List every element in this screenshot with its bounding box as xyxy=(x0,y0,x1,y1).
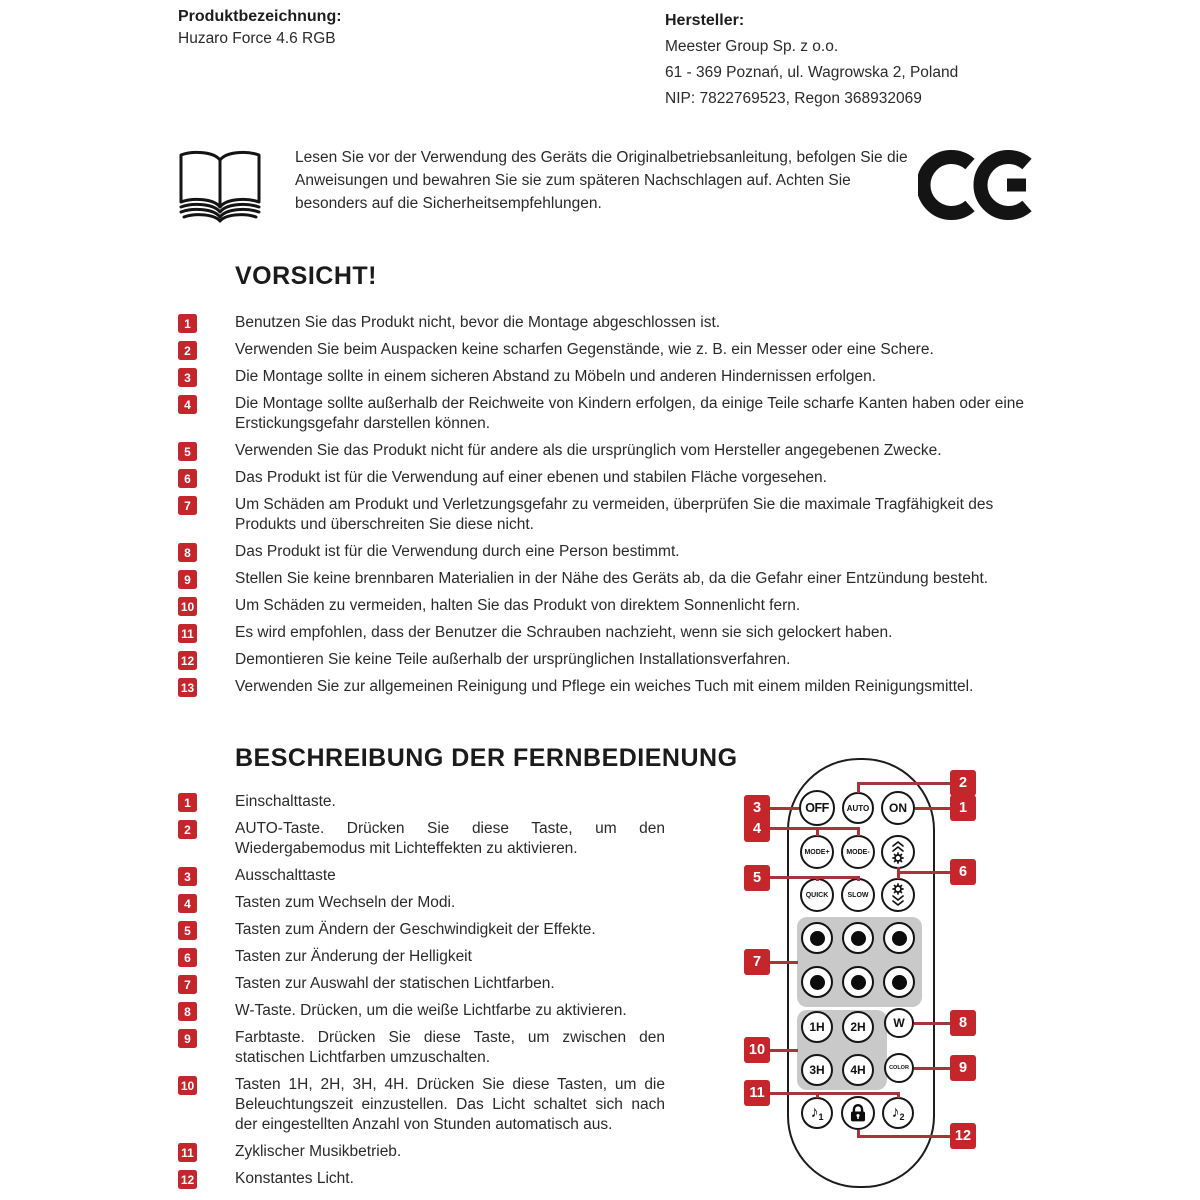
item-number-badge: 11 xyxy=(178,624,197,643)
list-item xyxy=(178,1142,673,1162)
item-number-badge: 10 xyxy=(178,1076,197,1095)
list-item xyxy=(178,468,1038,488)
item-text: Die Montage sollte außerhalb der Reichweite von Kindern erfolgen, da einige Teile scharfe Kanten haben oder eine Erstickungsgefahr darstellen können. xyxy=(235,395,1025,432)
item-number-badge: 10 xyxy=(178,597,197,616)
item-number-badge: 6 xyxy=(178,948,197,967)
item-number-badge: 13 xyxy=(178,678,197,697)
callout-line xyxy=(857,876,860,881)
item-number-badge: 9 xyxy=(178,570,197,589)
list-item xyxy=(178,542,1038,562)
item-text: Die Montage sollte in einem sicheren Abstand zu Möbeln und anderen Hindernissen erfolgen. xyxy=(235,368,877,385)
quick-button: QUICK xyxy=(800,878,834,912)
item-number-badge: 8 xyxy=(178,1002,197,1021)
list-item xyxy=(178,1001,673,1021)
list-item xyxy=(178,367,1038,387)
remote-section-title: BESCHREIBUNG DER FERNBEDIENUNG xyxy=(235,744,738,772)
callout-badge: 3 xyxy=(744,795,770,821)
callout-badge: 4 xyxy=(744,816,770,842)
callout-line xyxy=(770,876,859,879)
item-text: AUTO-Taste. Drücken Sie diese Taste, um den Wiedergabemodus mit Lichteffekten zu aktivieren. xyxy=(235,820,665,857)
list-item xyxy=(178,947,673,967)
music-note-sub: 2 xyxy=(899,1111,905,1122)
item-text: Tasten 1H, 2H, 3H, 4H. Drücken Sie diese Tasten, um die Beleuchtungszeit einzustellen. Das Licht schaltet sich nach der eingestellten Anzahl von Stunden automatisch aus. xyxy=(235,1076,665,1133)
callout-line xyxy=(857,782,860,793)
list-item xyxy=(178,650,1038,670)
item-text: Das Produkt ist für die Verwendung auf einer ebenen und stabilen Fläche vorgesehen. xyxy=(235,469,827,486)
item-number-badge: 6 xyxy=(178,469,197,488)
list-item xyxy=(178,920,673,940)
product-label: Produktbezeichnung: xyxy=(178,8,342,25)
list-item xyxy=(178,866,673,886)
list-item xyxy=(178,893,673,913)
item-text: Tasten zum Ändern der Geschwindigkeit der Effekte. xyxy=(235,921,596,938)
callout-line xyxy=(770,827,859,830)
item-number-badge: 7 xyxy=(178,496,197,515)
item-number-badge: 12 xyxy=(178,1170,197,1189)
item-text: Zyklischer Musikbetrieb. xyxy=(235,1143,402,1160)
remote-description-list xyxy=(178,792,673,1196)
static-color-button xyxy=(842,922,874,954)
callout-line xyxy=(770,807,799,810)
product-block xyxy=(178,8,342,52)
callout-badge: 7 xyxy=(744,949,770,975)
list-item xyxy=(178,313,1038,333)
callout-badge: 9 xyxy=(950,1055,976,1081)
list-item xyxy=(178,1075,673,1135)
mode-plus-button: MODE+ xyxy=(800,835,834,869)
item-text: Demontieren Sie keine Teile außerhalb der ursprünglichen Installationsverfahren. xyxy=(235,651,791,668)
item-text: Das Produkt ist für die Verwendung durch eine Person bestimmt. xyxy=(235,543,680,560)
callout-badge: 10 xyxy=(744,1037,770,1063)
callout-line xyxy=(897,1092,900,1098)
list-item xyxy=(178,495,1038,535)
item-text: Tasten zum Wechseln der Modi. xyxy=(235,894,456,911)
item-number-badge: 12 xyxy=(178,651,197,670)
slow-button: SLOW xyxy=(841,878,875,912)
list-item xyxy=(178,677,1038,697)
callout-line xyxy=(770,961,798,964)
item-number-badge: 2 xyxy=(178,341,197,360)
list-item xyxy=(178,1028,673,1068)
item-number-badge: 9 xyxy=(178,1029,197,1048)
callout-badge: 1 xyxy=(950,795,976,821)
manufacturer-block xyxy=(665,8,958,112)
timer-4h-button: 4H xyxy=(842,1054,874,1086)
item-number-badge: 7 xyxy=(178,975,197,994)
mode-minus-button: MODE- xyxy=(841,835,875,869)
callout-badge: 2 xyxy=(950,770,976,796)
callout-line xyxy=(914,1067,950,1070)
callout-badge: 12 xyxy=(950,1123,976,1149)
callout-line xyxy=(770,1049,798,1052)
callout-badge: 8 xyxy=(950,1010,976,1036)
item-text: Tasten zur Änderung der Helligkeit xyxy=(235,948,472,965)
item-text: Konstantes Licht. xyxy=(235,1170,354,1187)
callout-line xyxy=(915,807,950,810)
item-text: Verwenden Sie das Produkt nicht für andere als die ursprünglich vom Hersteller angegebenen Zwecke. xyxy=(235,442,942,459)
manufacturer-address: 61 - 369 Poznań, ul. Wagrowska 2, Poland xyxy=(665,64,959,81)
list-item xyxy=(178,974,673,994)
list-item xyxy=(178,394,1038,434)
item-text: Um Schäden zu vermeiden, halten Sie das Produkt von direktem Sonnenlicht fern. xyxy=(235,597,801,614)
item-number-badge: 2 xyxy=(178,820,197,839)
list-item xyxy=(178,623,1038,643)
list-item xyxy=(178,340,1038,360)
item-text: Tasten zur Auswahl der statischen Lichtfarben. xyxy=(235,975,555,992)
callout-line xyxy=(857,782,950,785)
list-item xyxy=(178,792,673,812)
manufacturer-registration: NIP: 7822769523, Regon 368932069 xyxy=(665,90,922,107)
callout-line xyxy=(770,1092,899,1095)
music-note-sub: 1 xyxy=(818,1111,824,1122)
item-text: Farbtaste. Drücken Sie diese Taste, um zwischen den statischen Lichtfarben umzuschalten. xyxy=(235,1029,665,1066)
lock-icon xyxy=(841,1096,875,1130)
ce-mark-icon xyxy=(918,142,1032,228)
item-text: Ausschalttaste xyxy=(235,867,336,884)
timer-3h-button: 3H xyxy=(801,1054,833,1086)
item-number-badge: 1 xyxy=(178,793,197,812)
off-button: OFF xyxy=(799,790,835,826)
brightness-down-icon xyxy=(881,878,915,912)
item-text: W-Taste. Drücken, um die weiße Lichtfarbe zu aktivieren. xyxy=(235,1002,627,1019)
white-light-button: W xyxy=(884,1008,914,1038)
list-item xyxy=(178,441,1038,461)
item-number-badge: 1 xyxy=(178,314,197,333)
item-text: Um Schäden am Produkt und Verletzungsgefahr zu vermeiden, überprüfen Sie die maximale Tragfähigkeit des Produkts und überschreiten Sie diese nicht. xyxy=(235,496,994,533)
timer-2h-button: 2H xyxy=(842,1011,874,1043)
callout-line xyxy=(857,1135,950,1138)
item-number-badge: 3 xyxy=(178,867,197,886)
manufacturer-name: Meester Group Sp. z o.o. xyxy=(665,38,839,55)
auto-button: AUTO xyxy=(842,792,874,824)
static-color-button xyxy=(801,922,833,954)
item-text: Verwenden Sie zur allgemeinen Reinigung und Pflege ein weiches Tuch mit einem milden Reinigungsmittel. xyxy=(235,678,974,695)
static-color-button xyxy=(801,966,833,998)
item-text: Es wird empfohlen, dass der Benutzer die Schrauben nachzieht, wenn sie sich gelockert haben. xyxy=(235,624,893,641)
manufacturer-label: Hersteller: xyxy=(665,12,745,29)
caution-title: VORSICHT! xyxy=(235,262,377,290)
item-number-badge: 8 xyxy=(178,543,197,562)
callout-line xyxy=(914,1022,950,1025)
item-text: Einschalttaste. xyxy=(235,793,336,810)
music-note-2-icon xyxy=(882,1097,914,1129)
callout-line xyxy=(816,827,819,836)
product-name: Huzaro Force 4.6 RGB xyxy=(178,30,336,47)
callout-line xyxy=(857,827,860,836)
item-number-badge: 5 xyxy=(178,921,197,940)
callout-line xyxy=(897,871,950,874)
callout-line xyxy=(816,876,819,881)
item-number-badge: 4 xyxy=(178,395,197,414)
on-button: ON xyxy=(881,791,915,825)
music-note-glyph: ♪ xyxy=(810,1104,819,1121)
item-text: Benutzen Sie das Produkt nicht, bevor die Montage abgeschlossen ist. xyxy=(235,314,721,331)
static-color-button xyxy=(883,966,915,998)
list-item xyxy=(178,819,673,859)
item-text: Verwenden Sie beim Auspacken keine scharfen Gegenstände, wie z. B. ein Messer oder eine Schere. xyxy=(235,341,934,358)
item-number-badge: 11 xyxy=(178,1143,197,1162)
callout-line xyxy=(816,1092,819,1098)
item-number-badge: 4 xyxy=(178,894,197,913)
static-color-button xyxy=(842,966,874,998)
notice-text: Lesen Sie vor der Verwendung des Geräts die Originalbetriebsanleitung, befolgen Sie die Anweisungen und bewahren Sie sie zum späteren Nachschlagen auf. Achten Sie besonders auf die Sicherheitsempfehlungen. xyxy=(295,149,908,212)
music-note-glyph: ♪ xyxy=(891,1104,900,1121)
music-note-1-icon xyxy=(801,1097,833,1129)
timer-1h-button: 1H xyxy=(801,1011,833,1043)
list-item xyxy=(178,569,1038,589)
open-book-icon xyxy=(172,146,268,226)
remote-control-diagram xyxy=(740,755,990,1200)
caution-list xyxy=(178,313,1038,704)
item-number-badge: 3 xyxy=(178,368,197,387)
color-button: COLOR xyxy=(884,1053,914,1083)
item-number-badge: 5 xyxy=(178,442,197,461)
list-item xyxy=(178,1169,673,1189)
callout-badge: 6 xyxy=(950,859,976,885)
static-color-button xyxy=(883,922,915,954)
callout-badge: 11 xyxy=(744,1080,770,1106)
list-item xyxy=(178,596,1038,616)
item-text: Stellen Sie keine brennbaren Materialien in der Nähe des Geräts ab, da die Gefahr einer Entzündung besteht. xyxy=(235,570,989,587)
callout-badge: 5 xyxy=(744,865,770,891)
brightness-up-icon xyxy=(881,835,915,869)
